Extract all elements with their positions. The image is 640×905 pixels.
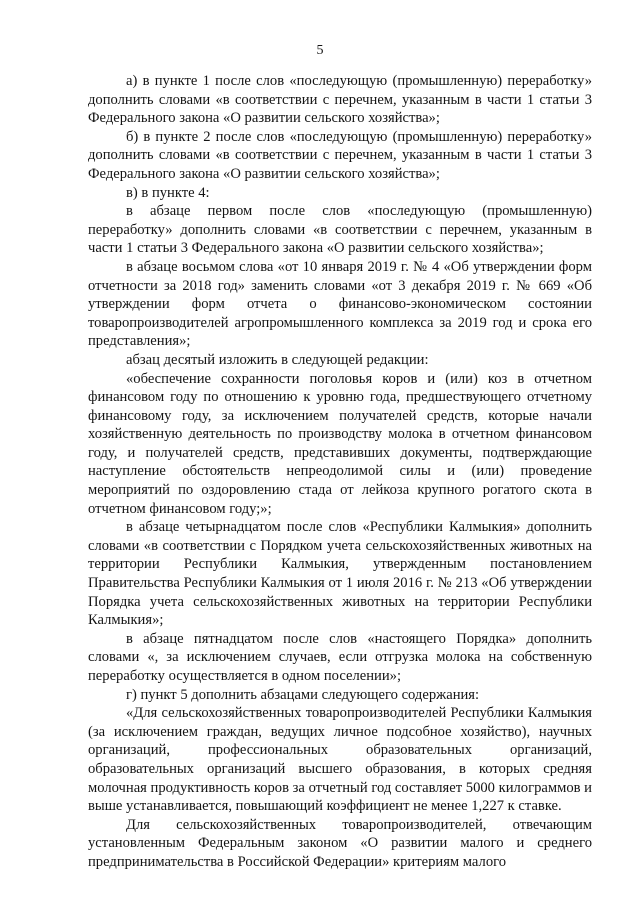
paragraph-fourteenth-abzac: в абзаце четырнадцатом после слов «Республики Калмыкия» дополнить словами «в соответствии с Порядком учета сельскохозяйственных животных на территории Республики Калмыкия, утвержденным постановлением Правительства Республики Калмыкия от 1 июля 2016 г. № 213 «Об утверждении Порядка учета сельскохозяйственных животных на территории Республики Калмыкия»;	[88, 519, 592, 629]
paragraph-fifteenth-abzac: в абзаце пятнадцатом после слов «настоящего Порядка» дополнить словами «, за исключением случаев, если отгрузка молока на собственную переработку осуществляется в одном поселении»;	[88, 630, 592, 684]
paragraph-tenth-abzac-text: «обеспечение сохранности поголовья коров и (или) коз в отчетном финансовом году по отношению к уровню года, предшествующего отчетному финансовому году, за исключением получателей средств, которые начали хозяйственную деятельность по производству молока в отчетном финансовом году, и получателей средств, представивших документы, подтверждающие наступление обстоятельств непреодолимой силы и (или) проведение мероприятий по оздоровлению стада от лейкоза крупного рогатого скота в отчетном финансовом году;»;	[88, 370, 592, 517]
paragraph-new-text-1: «Для сельскохозяйственных товаропроизводителей Республики Калмыкия (за исключением граждан, ведущих личное подсобное хозяйство), научных организаций, профессиональных образовательных организаций, образовательных организаций высшего образования, в которых средняя молочная продуктивность коров за отчетный год составляет 5000 килограммов и выше устанавливается, повышающий коэффициент не менее 1,227 к ставке.	[88, 705, 592, 815]
paragraph-g: г) пункт 5 дополнить абзацами следующего содержания:	[126, 686, 480, 703]
paragraph-a: а) в пункте 1 после слов «последующую (промышленную) переработку» дополнить словами «в соответствии с перечнем, указанным в части 1 статьи 3 Федерального закона «О развитии сельского хозяйства»;	[88, 73, 592, 127]
paragraph-new-text-2: Для сельскохозяйственных товаропроизводителей, отвечающим установленным Федеральным законом «О развитии малого и среднего предпринимательства в Российской Федерации» критериям малого	[88, 816, 592, 870]
paragraph-v: в) в пункте 4:	[126, 184, 210, 201]
paragraph-tenth-abzac-intro: абзац десятый изложить в следующей редакции:	[126, 351, 429, 368]
paragraph-b: б) в пункте 2 после слов «последующую (промышленную) переработку» дополнить словами «в соответствии с перечнем, указанным в части 1 статьи 3 Федерального закона «О развитии сельского хозяйства»;	[88, 128, 592, 182]
paragraph-eighth-abzac: в абзаце восьмом слова «от 10 января 2019 г. № 4 «Об утверждении форм отчетности за 2018 год» заменить словами «от 3 декабря 2019 г. № 669 «Об утверждении форм отчета о финансово-экономическом состоянии товаропроизводителей агропромышленного комплекса за 2019 год и срока его представления»;	[88, 258, 592, 350]
paragraph-first-abzac: в абзаце первом после слов «последующую (промышленную) переработку» дополнить словами «в соответствии с перечнем, указанным в части 1 статьи 3 Федерального закона «О развитии сельского хозяйства»;	[88, 203, 592, 257]
page-number: 5	[316, 43, 324, 58]
document-body	[88, 72, 592, 872]
